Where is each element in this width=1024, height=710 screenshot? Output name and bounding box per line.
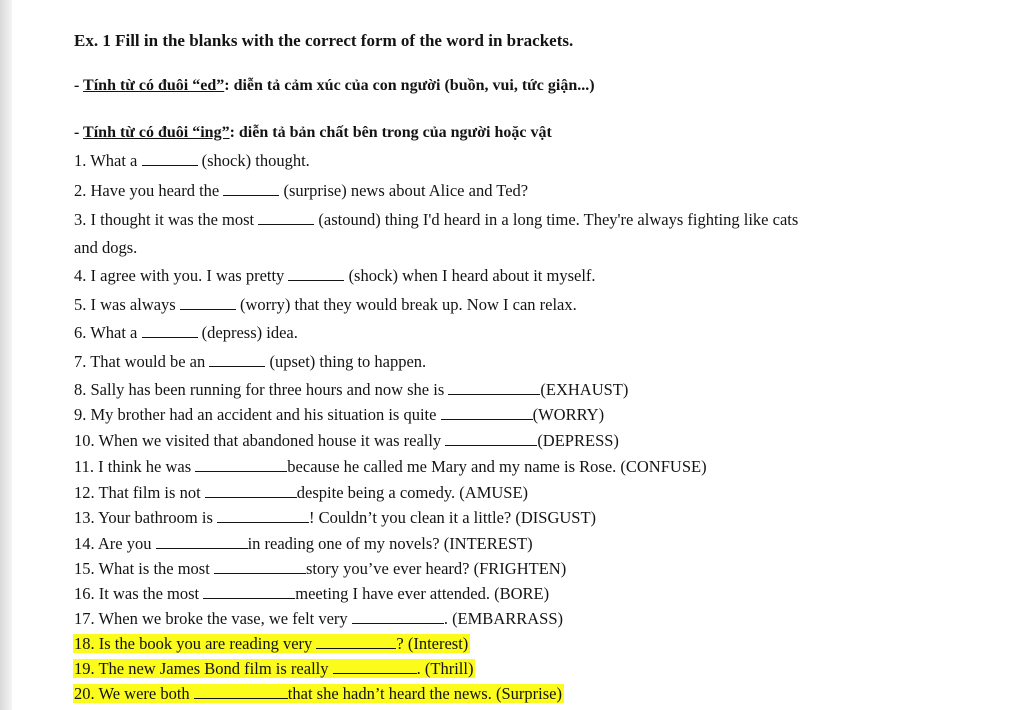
item-text: 2. Have you heard the [74, 181, 224, 200]
exercise-item-10 [74, 431, 619, 451]
item-text: ? (Interest) [396, 634, 469, 653]
exercise-item-19 [74, 659, 475, 679]
answer-blank[interactable] [316, 634, 396, 649]
exercise-item-4 [74, 266, 596, 286]
item-text: (DEPRESS) [537, 431, 619, 450]
answer-blank[interactable] [288, 266, 344, 281]
answer-blank[interactable] [448, 380, 540, 395]
item-text: 15. What is the most [74, 559, 214, 578]
note-ed-adjectives [74, 77, 595, 95]
answer-blank[interactable] [445, 431, 537, 446]
item-text: 16. It was the most [74, 584, 204, 603]
answer-blank[interactable] [156, 534, 248, 549]
exercise-item-9 [74, 405, 604, 425]
item-text: despite being a comedy. (AMUSE) [296, 483, 529, 502]
item-text: in reading one of my novels? (INTEREST) [247, 534, 533, 553]
item-text: (worry) that they would break up. Now I can relax. [235, 295, 577, 314]
item-text: 14. Are you [74, 534, 156, 553]
highlighted-item [73, 659, 475, 678]
answer-blank[interactable] [142, 323, 198, 338]
item-text: and dogs. [74, 238, 138, 257]
item-text: 8. Sally has been running for three hours and now she is [74, 380, 449, 399]
answer-blank[interactable] [205, 483, 297, 498]
item-text: 4. I agree with you. I was pretty [74, 266, 289, 285]
item-text: (shock) when I heard about it myself. [344, 266, 596, 285]
item-text: (upset) thing to happen. [265, 352, 427, 371]
answer-blank[interactable] [194, 684, 288, 699]
note-term: Tính từ có đuôi “ing” [83, 124, 230, 141]
item-text: 10. When we visited that abandoned house it was really [74, 431, 446, 450]
exercise-item-3-continued [74, 238, 137, 258]
exercise-item-2 [74, 181, 528, 201]
exercise-title: Ex. 1 Fill in the blanks with the correct form of the word in brackets. [74, 31, 574, 50]
answer-blank[interactable] [258, 210, 314, 225]
answer-blank[interactable] [142, 151, 198, 166]
note-ing-adjectives [74, 124, 552, 142]
item-text: (surprise) news about Alice and Ted? [279, 181, 529, 200]
item-text: . (Thrill) [416, 659, 474, 678]
item-text: 9. My brother had an accident and his situation is quite [74, 405, 441, 424]
item-text: because he called me Mary and my name is Rose. (CONFUSE) [287, 457, 707, 476]
item-text: (depress) idea. [197, 323, 298, 342]
item-text: 17. When we broke the vase, we felt very [74, 609, 352, 628]
item-text: ! Couldn’t you clean it a little? (DISGUST) [309, 508, 597, 527]
exercise-item-5 [74, 295, 577, 315]
exercise-item-8 [74, 380, 628, 400]
item-text: 3. I thought it was the most [74, 210, 259, 229]
exercise-item-6 [74, 323, 298, 343]
item-text: 11. I think he was [74, 457, 196, 476]
note-text: : diễn tả cảm xúc của con người (buồn, vui, tức giận...) [224, 77, 595, 94]
note-prefix: - [74, 124, 84, 141]
answer-blank[interactable] [333, 659, 417, 674]
exercise-item-20 [74, 684, 564, 704]
item-text: 6. What a [74, 323, 142, 342]
exercise-item-12 [74, 483, 528, 503]
item-text: . (EMBARRASS) [443, 609, 564, 628]
item-text: 18. Is the book you are reading very [74, 634, 317, 653]
exercise-item-7 [74, 352, 426, 372]
item-text: 19. The new James Bond film is really [74, 659, 333, 678]
answer-blank[interactable] [441, 405, 533, 420]
item-text: story you’ve ever heard? (FRIGHTEN) [305, 559, 567, 578]
exercise-item-11 [74, 457, 707, 477]
answer-blank[interactable] [209, 352, 265, 367]
answer-blank[interactable] [217, 508, 309, 523]
answer-blank[interactable] [214, 559, 306, 574]
exercise-item-1 [74, 151, 310, 171]
item-text: 5. I was always [74, 295, 180, 314]
item-text: 20. We were both [74, 684, 194, 703]
item-text: 7. That would be an [74, 352, 210, 371]
answer-blank[interactable] [180, 295, 236, 310]
item-text: (WORRY) [532, 405, 605, 424]
highlighted-item [73, 684, 564, 703]
answer-blank[interactable] [203, 584, 295, 599]
exercise-item-3 [74, 210, 798, 230]
exercise-item-14 [74, 534, 533, 554]
answer-blank[interactable] [352, 609, 444, 624]
exercise-item-17 [74, 609, 563, 629]
highlighted-item [73, 634, 470, 653]
exercise-item-18 [74, 634, 470, 654]
exercise-item-16 [74, 584, 549, 604]
exercise-item-15 [74, 559, 566, 579]
exercise-item-13 [74, 508, 596, 528]
note-text: : diễn tả bản chất bên trong của người hoặc vật [229, 124, 552, 141]
note-term: Tính từ có đuôi “ed” [83, 77, 225, 94]
answer-blank[interactable] [223, 181, 279, 196]
item-text: that she hadn’t heard the news. (Surprise) [287, 684, 562, 703]
answer-blank[interactable] [195, 457, 287, 472]
item-text: (EXHAUST) [540, 380, 629, 399]
item-text: 12. That film is not [74, 483, 205, 502]
note-prefix: - [74, 77, 84, 94]
item-text: 1. What a [74, 151, 142, 170]
item-text: 13. Your bathroom is [74, 508, 218, 527]
item-text: meeting I have ever attended. (BORE) [295, 584, 550, 603]
item-text: (shock) thought. [197, 151, 310, 170]
page-edge [0, 0, 12, 710]
item-text: (astound) thing I'd heard in a long time. They're always fighting like cats [314, 210, 799, 229]
